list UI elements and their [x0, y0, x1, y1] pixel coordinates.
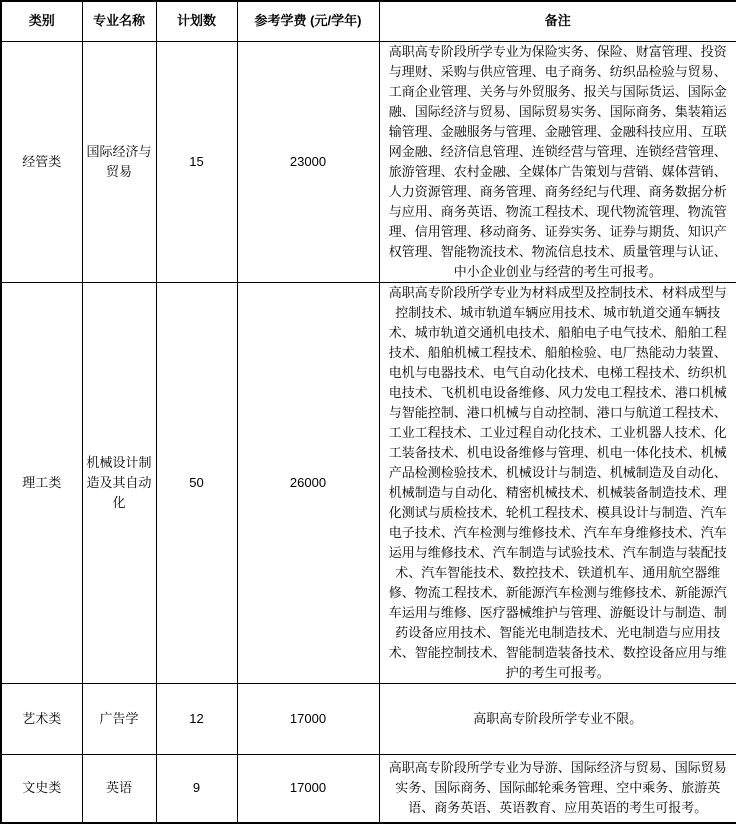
header-remarks: 备注: [379, 1, 736, 41]
category-cell: 经管类: [1, 41, 82, 282]
category-cell: 文史类: [1, 754, 82, 823]
remark-cell: 高职高专阶段所学专业为保险实务、保险、财富管理、投资与理财、采购与供应管理、电子商务、纺织品检验与贸易、工商企业管理、关务与外贸服务、报关与国际货运、国际金融、国际经济与贸易、国际贸易实务、国际商务、集装箱运输管理、金融服务与管理、金融管理、金融科技应用、互联网金融、经济信息管理、连锁经营与管理、连锁经营管理、旅游管理、农村金融、全媒体广告策划与营销、媒体营销、人力资源管理、商务管理、商务经纪与代理、商务数据分析与应用、商务英语、物流工程技术、现代物流管理、物流管理、信用管理、移动商务、证券实务、证券与期货、知识产权管理、智能物流技术、物流信息技术、质量管理与认证、中小企业创业与经营的考生可报考。: [379, 41, 736, 282]
header-category: 类别: [1, 1, 82, 41]
header-tuition: 参考学费 (元/学年): [237, 1, 379, 41]
header-plan-count: 计划数: [156, 1, 237, 41]
header-row: [1, 1, 736, 41]
plan-count-cell: 12: [156, 683, 237, 754]
table-row-wenshi: [1, 754, 736, 823]
remark-cell: 高职高专阶段所学专业为材料成型及控制技术、材料成型与控制技术、城市轨道车辆应用技术、城市轨道交通车辆技术、城市轨道交通机电技术、船舶电子电气技术、船舶工程技术、船舶机械工程技术、船舶检验、电厂热能动力装置、电机与电器技术、电气自动化技术、电梯工程技术、纺织机电技术、飞机机电设备维修、风力发电工程技术、港口机械与智能控制、港口机械与自动控制、港口与航道工程技术、工业工程技术、工业过程自动化技术、工业机器人技术、化工装备技术、机电设备维修与管理、机电一体化技术、机械产品检测检验技术、机械设计与制造、机械制造及自动化、机械制造与自动化、精密机械技术、机械装备制造技术、理化测试与质检技术、轮机工程技术、模具设计与制造、汽车电子技术、汽车检测与维修技术、汽车车身维修技术、汽车运用与维修技术、汽车制造与试验技术、汽车制造与装配技术、汽车智能技术、数控技术、铁道机车、通用航空器维修、物流工程技术、新能源汽车检测与维修技术、新能源汽车运用与维修、医疗器械维护与管理、游艇设计与制造、制药设备应用技术、智能光电制造技术、光电制造与应用技术、智能控制技术、智能制造装备技术、数控设备应用与维护的考生可报考。: [379, 282, 736, 683]
tuition-cell: 23000: [237, 41, 379, 282]
major-cell: 广告学: [82, 683, 156, 754]
header-major-name: 专业名称: [82, 1, 156, 41]
tuition-cell: 17000: [237, 754, 379, 823]
tuition-cell: 17000: [237, 683, 379, 754]
remark-cell: 高职高专阶段所学专业不限。: [379, 683, 736, 754]
table-row-jingguan: [1, 41, 736, 282]
plan-count-cell: 50: [156, 282, 237, 683]
major-cell: 英语: [82, 754, 156, 823]
table-row-yishu: [1, 683, 736, 754]
major-cell: 国际经济与贸易: [82, 41, 156, 282]
major-cell: 机械设计制造及其自动化: [82, 282, 156, 683]
category-cell: 理工类: [1, 282, 82, 683]
tuition-cell: 26000: [237, 282, 379, 683]
plan-count-cell: 9: [156, 754, 237, 823]
table-row-ligong: [1, 282, 736, 683]
plan-count-cell: 15: [156, 41, 237, 282]
remark-cell: 高职高专阶段所学专业为导游、国际经济与贸易、国际贸易实务、国际商务、国际邮轮乘务管理、空中乘务、旅游英语、商务英语、英语教育、应用英语的考生可报考。: [379, 754, 736, 823]
category-cell: 艺术类: [1, 683, 82, 754]
